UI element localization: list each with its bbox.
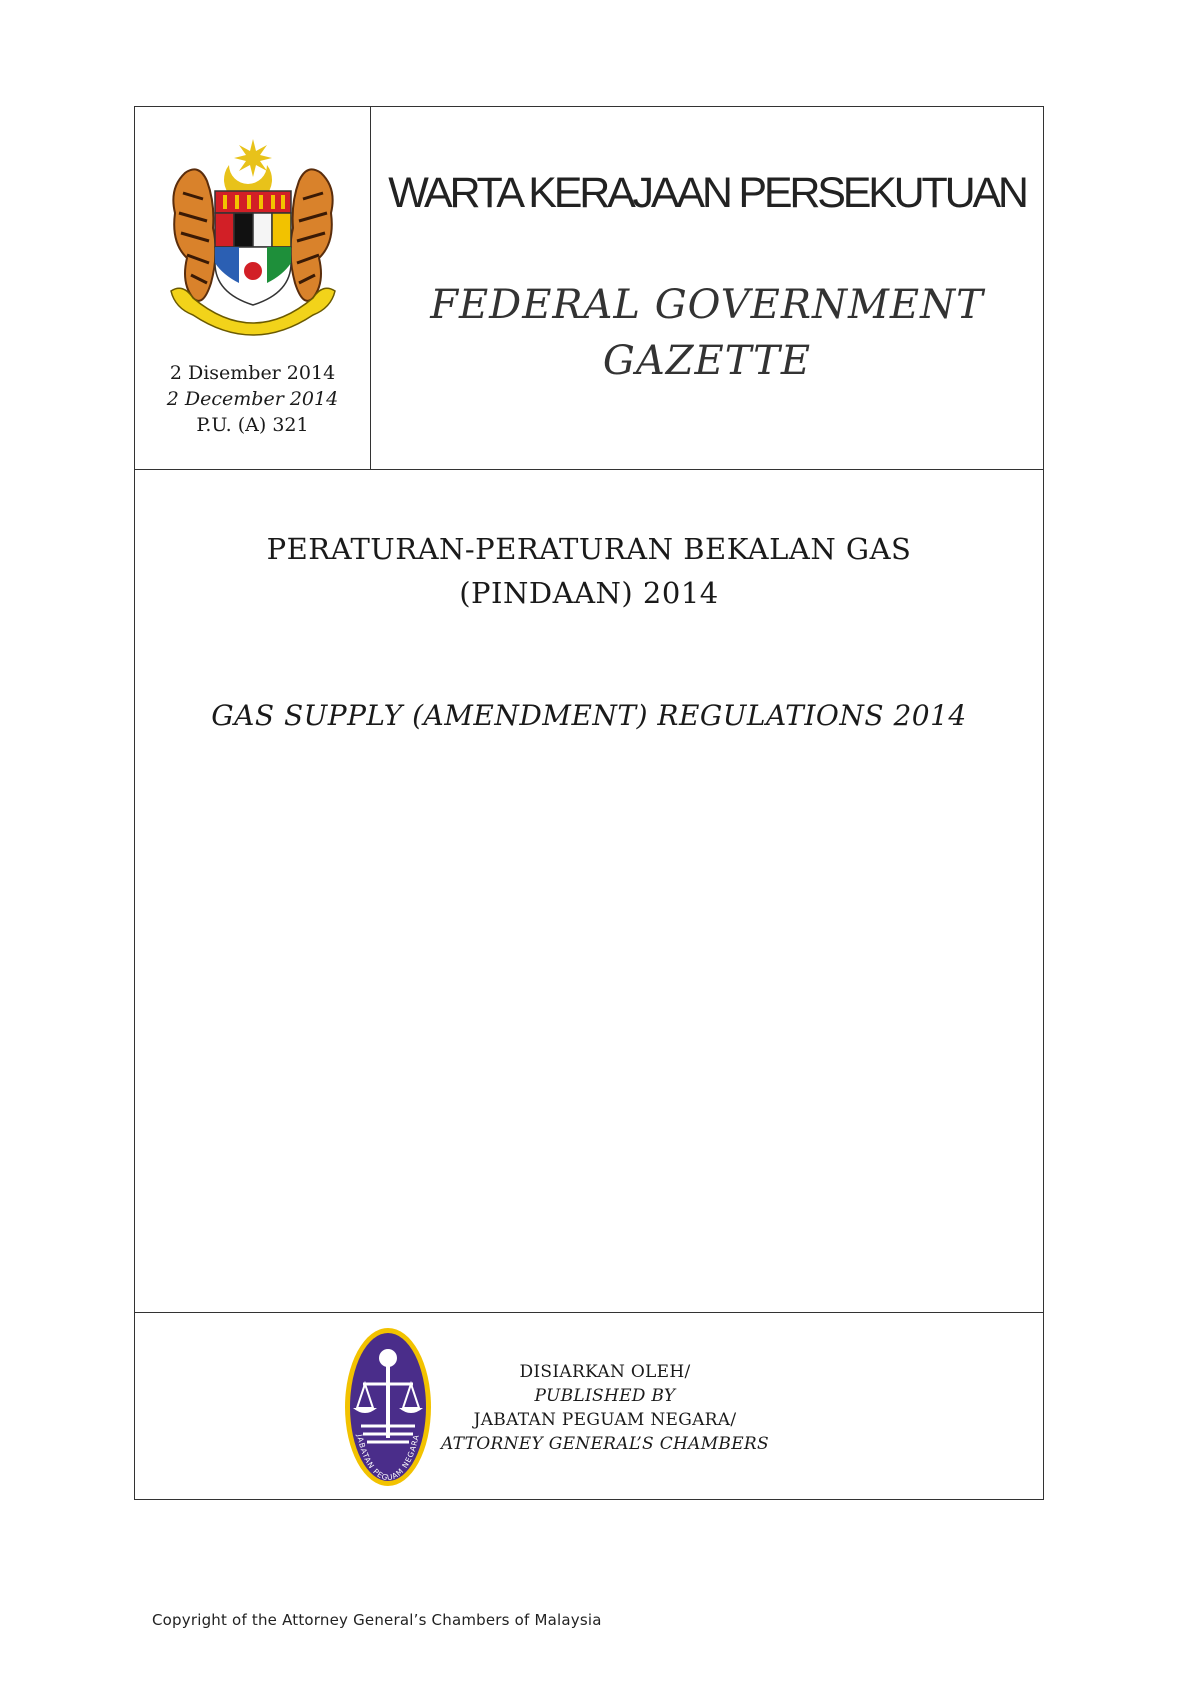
header-left-panel xyxy=(135,107,371,469)
agc-logo-ring-text: JABATAN PEGUAM NEGARA xyxy=(355,1433,421,1483)
regulation-title-malay-line2: (PINDAAN) 2014 xyxy=(459,576,719,610)
publisher-label-english: PUBLISHED BY xyxy=(534,1386,676,1406)
issue-date-malay: 2 Disember 2014 xyxy=(169,362,336,384)
issue-date-english: 2 December 2014 xyxy=(166,388,339,410)
publisher-name-malay: JABATAN PEGUAM NEGARA/ xyxy=(473,1410,737,1430)
gazette-title-english-line1: FEDERAL GOVERNMENT xyxy=(430,282,984,328)
issue-date-block xyxy=(135,360,370,438)
header-divider xyxy=(135,469,1043,470)
regulation-title-malay xyxy=(135,527,1043,615)
gazette-title-english-line2: GAZETTE xyxy=(602,338,812,384)
attorney-general-chambers-logo-icon xyxy=(343,1326,433,1488)
footer-divider xyxy=(135,1312,1043,1313)
header-right-panel xyxy=(371,107,1043,469)
publisher-name-english: ATTORNEY GENERAL’S CHAMBERS xyxy=(441,1434,769,1454)
regulation-title-english: GAS SUPPLY (AMENDMENT) REGULATIONS 2014 xyxy=(211,699,967,732)
copyright-notice: Copyright of the Attorney General’s Chambers of Malaysia xyxy=(152,1611,602,1629)
issue-reference: P.U. (A) 321 xyxy=(196,414,309,436)
malaysia-coat-of-arms-icon xyxy=(163,133,343,338)
regulation-title-malay-line1: PERATURAN-PERATURAN BEKALAN GAS xyxy=(266,532,912,566)
publisher-label-malay: DISIARKAN OLEH/ xyxy=(519,1362,691,1382)
gazette-title-malay: WARTA KERAJAAN PERSEKUTUAN xyxy=(388,169,1026,217)
publisher-block xyxy=(425,1360,785,1456)
gazette-cover-frame xyxy=(134,106,1044,1500)
gazette-title-english xyxy=(371,277,1043,389)
